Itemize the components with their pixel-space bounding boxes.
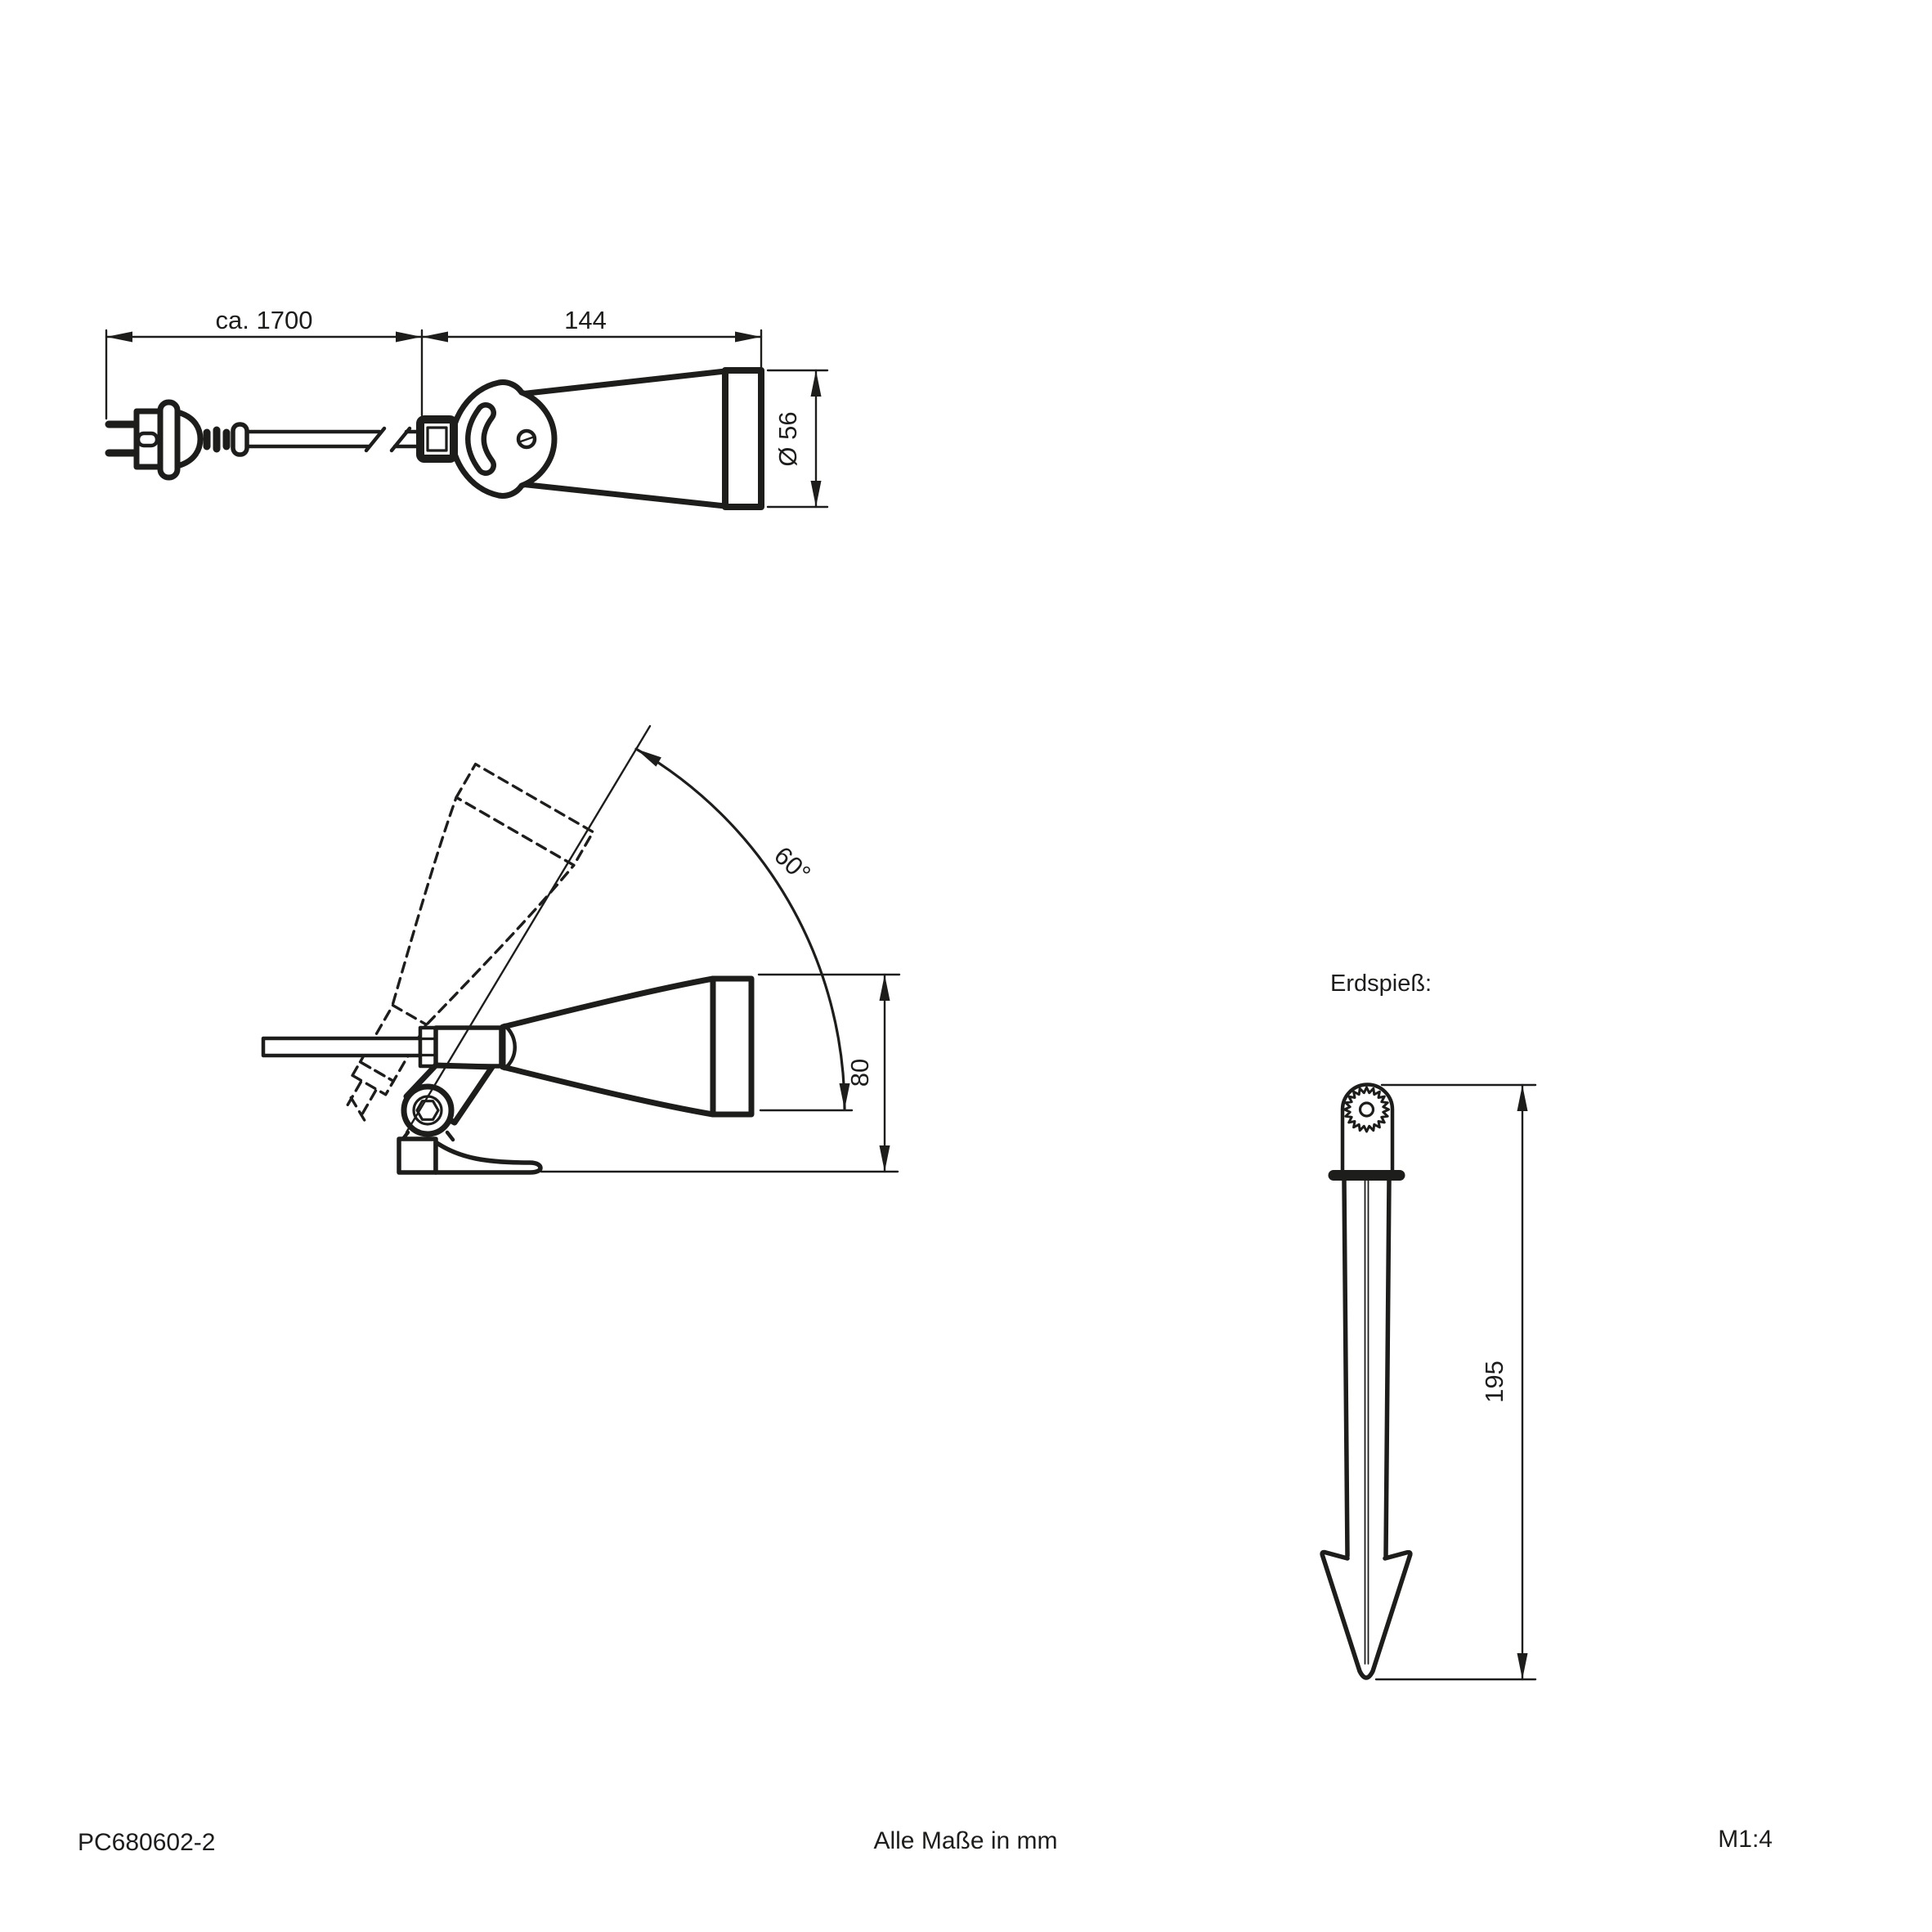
tilt-angle-label: 60° (769, 840, 817, 889)
lamp-front-ring (713, 979, 751, 1114)
base-foot (436, 1142, 540, 1172)
dimension-cable-length (106, 306, 422, 343)
body-length-label: 144 (564, 306, 607, 334)
spike-length-label: 195 (1480, 1360, 1508, 1403)
dimension-body-length (422, 306, 761, 343)
tilt-view (263, 726, 899, 1172)
dimension-diameter (768, 370, 827, 507)
cable-clamp (420, 419, 454, 459)
dimension-extension-lines (106, 330, 761, 419)
dimension-height (759, 975, 899, 1172)
cable-stub (263, 1038, 420, 1056)
lamp-cone (503, 979, 713, 1114)
scale-note: M1:4 (1718, 1826, 1773, 1853)
side-view (106, 306, 827, 507)
spike-point (1322, 1553, 1410, 1678)
mounting-bracket (452, 383, 554, 496)
height-label: 80 (845, 1058, 874, 1087)
power-plug-icon (109, 402, 247, 477)
lamp-side-solid (263, 979, 751, 1172)
spike-shaft (1344, 1181, 1389, 1664)
spike-head (1343, 1085, 1392, 1172)
diameter-label: Ø 56 (773, 411, 802, 467)
ground-spike-view (1322, 970, 1535, 1679)
lamp-neck (436, 1028, 501, 1066)
base-block (399, 1139, 436, 1172)
article-number: PC680602-2 (78, 1829, 216, 1856)
title-block (78, 1826, 1773, 1856)
ground-spike-title: Erdspieß: (1330, 970, 1432, 997)
power-cable (247, 428, 423, 451)
units-note: Alle Maße in mm (873, 1827, 1058, 1854)
cable-length-label: ca. 1700 (215, 306, 313, 334)
